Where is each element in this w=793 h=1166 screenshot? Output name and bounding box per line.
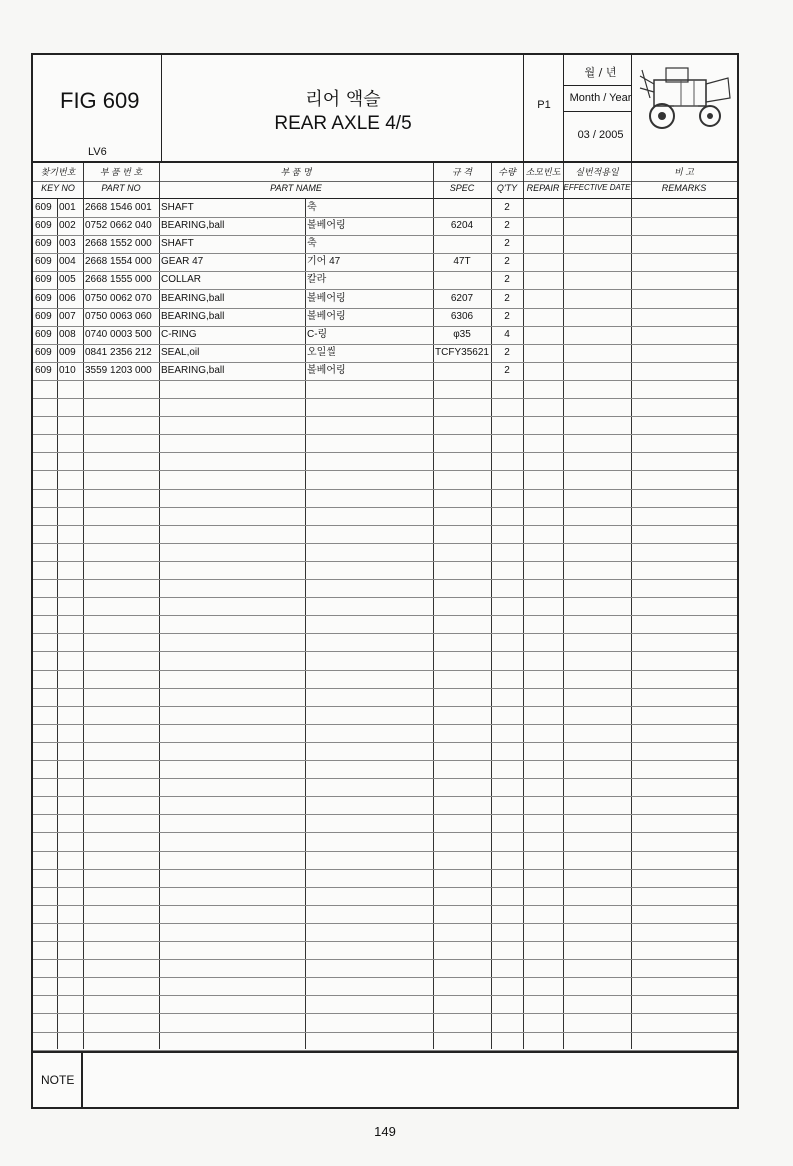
col-eff-kr: 실번적용일 xyxy=(575,167,619,177)
table-row xyxy=(33,941,737,960)
cell-spec: TCFY35621 xyxy=(435,346,489,358)
cell-fig: 609 xyxy=(35,310,52,322)
cell-fig: 609 xyxy=(35,292,52,304)
cell-name-en: COLLAR xyxy=(161,274,202,286)
cell-name-en: C-RING xyxy=(161,328,197,340)
note-divider xyxy=(33,1051,737,1053)
cell-qty: 2 xyxy=(504,346,510,358)
cell-name-kr: 오일씰 xyxy=(307,346,336,358)
cell-key: 001 xyxy=(59,202,76,213)
cell-name-en: SHAFT xyxy=(161,202,194,213)
col-spec-kr: 규 격 xyxy=(452,167,472,177)
table-row xyxy=(33,217,737,236)
cell-part-no: 2668 1546 001 xyxy=(85,202,152,213)
header-sep-6 xyxy=(563,111,631,112)
cell-fig: 609 xyxy=(35,238,52,250)
table-row xyxy=(33,380,737,399)
header-sep-3 xyxy=(563,55,564,161)
col-repair-kr: 소모빈도 xyxy=(525,167,561,177)
col-remarks-en: REMARKS xyxy=(661,183,707,193)
table-row xyxy=(33,362,737,381)
table-row xyxy=(33,905,737,924)
table-row xyxy=(33,434,737,453)
cell-qty: 2 xyxy=(504,364,510,376)
header-sep-2 xyxy=(523,55,524,161)
table-row xyxy=(33,1032,737,1051)
cell-part-no: 2668 1552 000 xyxy=(85,238,152,250)
table-row xyxy=(33,416,737,435)
cell-spec: 6207 xyxy=(450,292,474,304)
table-row xyxy=(33,869,737,888)
cell-part-no: 0841 2356 212 xyxy=(85,346,152,358)
cell-name-kr: C-링 xyxy=(307,328,328,340)
table-row xyxy=(33,597,737,616)
month-year-label-en: Month / Year xyxy=(569,92,632,104)
cell-qty: 2 xyxy=(504,292,510,304)
table-row xyxy=(33,308,737,327)
table-row xyxy=(33,814,737,833)
table-row xyxy=(33,652,737,671)
cell-fig: 609 xyxy=(35,346,52,358)
table-row xyxy=(33,923,737,942)
cell-key: 004 xyxy=(59,256,76,268)
table-row xyxy=(33,452,737,471)
table-row xyxy=(33,995,737,1014)
col-spec-en: SPEC xyxy=(449,183,475,193)
table-row xyxy=(33,398,737,417)
table-row xyxy=(33,760,737,779)
table-row xyxy=(33,670,737,689)
cell-fig: 609 xyxy=(35,256,52,268)
cell-name-en: SHAFT xyxy=(161,238,194,250)
cell-qty: 2 xyxy=(504,274,510,286)
title-english: REAR AXLE 4/5 xyxy=(274,113,412,134)
table-row xyxy=(33,977,737,996)
cell-name-en: GEAR 47 xyxy=(161,256,204,268)
table-row xyxy=(33,235,737,254)
col-partno-en: PART NO xyxy=(101,183,141,193)
table-row xyxy=(33,471,737,490)
table-row xyxy=(33,959,737,978)
cell-name-kr: 볼베어링 xyxy=(307,310,346,322)
cell-qty: 4 xyxy=(504,328,510,340)
col-key-kr: 찾기번호 xyxy=(40,167,76,177)
cell-key: 006 xyxy=(59,292,76,304)
cell-name-kr: 기어 47 xyxy=(307,256,341,268)
table-row xyxy=(33,199,737,218)
cell-qty: 2 xyxy=(504,238,510,250)
col-qty-kr: 수량 xyxy=(498,167,516,177)
cell-spec xyxy=(433,271,491,289)
col-key-en: KEY NO xyxy=(41,183,75,193)
cell-spec xyxy=(433,199,491,217)
table-row xyxy=(33,724,737,743)
cell-name-kr: 축 xyxy=(307,202,317,213)
cell-spec: φ35 xyxy=(453,328,471,340)
page-number: 149 xyxy=(374,1124,396,1139)
cell-name-en: BEARING,ball xyxy=(161,310,225,322)
table-row xyxy=(33,507,737,526)
cell-fig: 609 xyxy=(35,202,52,213)
col-qty-en: Q'TY xyxy=(496,183,518,193)
col-partname-en: PART NAME xyxy=(270,183,322,193)
cell-key: 007 xyxy=(59,310,76,322)
table-row xyxy=(33,253,737,272)
table-row xyxy=(33,1014,737,1033)
cell-name-kr: 볼베어링 xyxy=(307,220,346,232)
header-sep-5 xyxy=(563,85,631,86)
tractor-icon xyxy=(636,58,736,138)
table-row xyxy=(33,290,737,309)
cell-part-no: 0740 0003 500 xyxy=(85,328,152,340)
cell-key: 008 xyxy=(59,328,76,340)
table-row xyxy=(33,271,737,290)
table-row xyxy=(33,851,737,870)
cell-fig: 609 xyxy=(35,328,52,340)
cell-part-no: 2668 1555 000 xyxy=(85,274,152,286)
header-sep-1 xyxy=(161,55,162,161)
table-row xyxy=(33,742,737,761)
table-row xyxy=(33,633,737,652)
table-row xyxy=(33,688,737,707)
cell-spec xyxy=(433,235,491,253)
cell-key: 003 xyxy=(59,238,76,250)
cell-key: 002 xyxy=(59,220,76,232)
cell-qty: 2 xyxy=(504,202,510,213)
cell-qty: 2 xyxy=(504,256,510,268)
cell-name-kr: 볼베어링 xyxy=(307,292,346,304)
cell-part-no: 3559 1203 000 xyxy=(85,364,152,376)
table-row xyxy=(33,344,737,363)
cell-part-no: 0750 0063 060 xyxy=(85,310,152,322)
table-row xyxy=(33,887,737,906)
cell-part-no: 2668 1554 000 xyxy=(85,256,152,268)
cell-key: 010 xyxy=(59,364,76,376)
fig-number: FIG 609 xyxy=(60,88,140,113)
cell-part-no: 0750 0062 070 xyxy=(85,292,152,304)
table-row xyxy=(33,525,737,544)
col-eff-en: EFFECTIVE DATE xyxy=(563,183,631,192)
col-partno-kr: 부 품 번 호 xyxy=(99,167,143,177)
cell-name-en: BEARING,ball xyxy=(161,292,225,304)
cell-qty: 2 xyxy=(504,310,510,322)
cell-spec: 47T xyxy=(453,256,471,268)
parts-list-sheet xyxy=(31,53,739,1109)
cell-name-kr: 볼베어링 xyxy=(307,364,346,376)
table-row xyxy=(33,706,737,725)
col-repair-en: REPAIR xyxy=(526,183,560,193)
note-label: NOTE xyxy=(41,1073,75,1087)
cell-fig: 609 xyxy=(35,274,52,286)
cell-name-kr: 칼라 xyxy=(307,274,327,286)
note-separator xyxy=(81,1051,83,1109)
model-code: LV6 xyxy=(88,146,107,158)
table-row xyxy=(33,833,737,852)
col-remarks-kr: 비 고 xyxy=(674,167,694,177)
cell-fig: 609 xyxy=(35,364,52,376)
cell-name-en: SEAL,oil xyxy=(161,346,200,358)
cell-spec: 6306 xyxy=(450,310,474,322)
cell-key: 005 xyxy=(59,274,76,286)
col-partname-kr: 부 품 명 xyxy=(280,167,312,177)
cell-name-en: BEARING,ball xyxy=(161,220,225,232)
cell-name-en: BEARING,ball xyxy=(161,364,225,376)
cell-part-no: 0752 0662 040 xyxy=(85,220,152,232)
table-row xyxy=(33,561,737,580)
table-row xyxy=(33,615,737,634)
table-row xyxy=(33,489,737,508)
cell-qty: 2 xyxy=(504,220,510,232)
cell-name-kr: 축 xyxy=(307,238,317,250)
cell-spec: 6204 xyxy=(450,220,474,232)
month-year-label-kr: 월 / 년 xyxy=(584,66,617,79)
table-row xyxy=(33,543,737,562)
table-row xyxy=(33,796,737,815)
title-korean: 리어 액슬 xyxy=(305,89,381,110)
cell-fig: 609 xyxy=(35,220,52,232)
table-row xyxy=(33,778,737,797)
cell-key: 009 xyxy=(59,346,76,358)
cell-spec xyxy=(433,362,491,380)
page-code: P1 xyxy=(537,99,551,111)
table-row xyxy=(33,579,737,598)
month-year-value: 03 / 2005 xyxy=(577,129,624,141)
table-row xyxy=(33,326,737,345)
